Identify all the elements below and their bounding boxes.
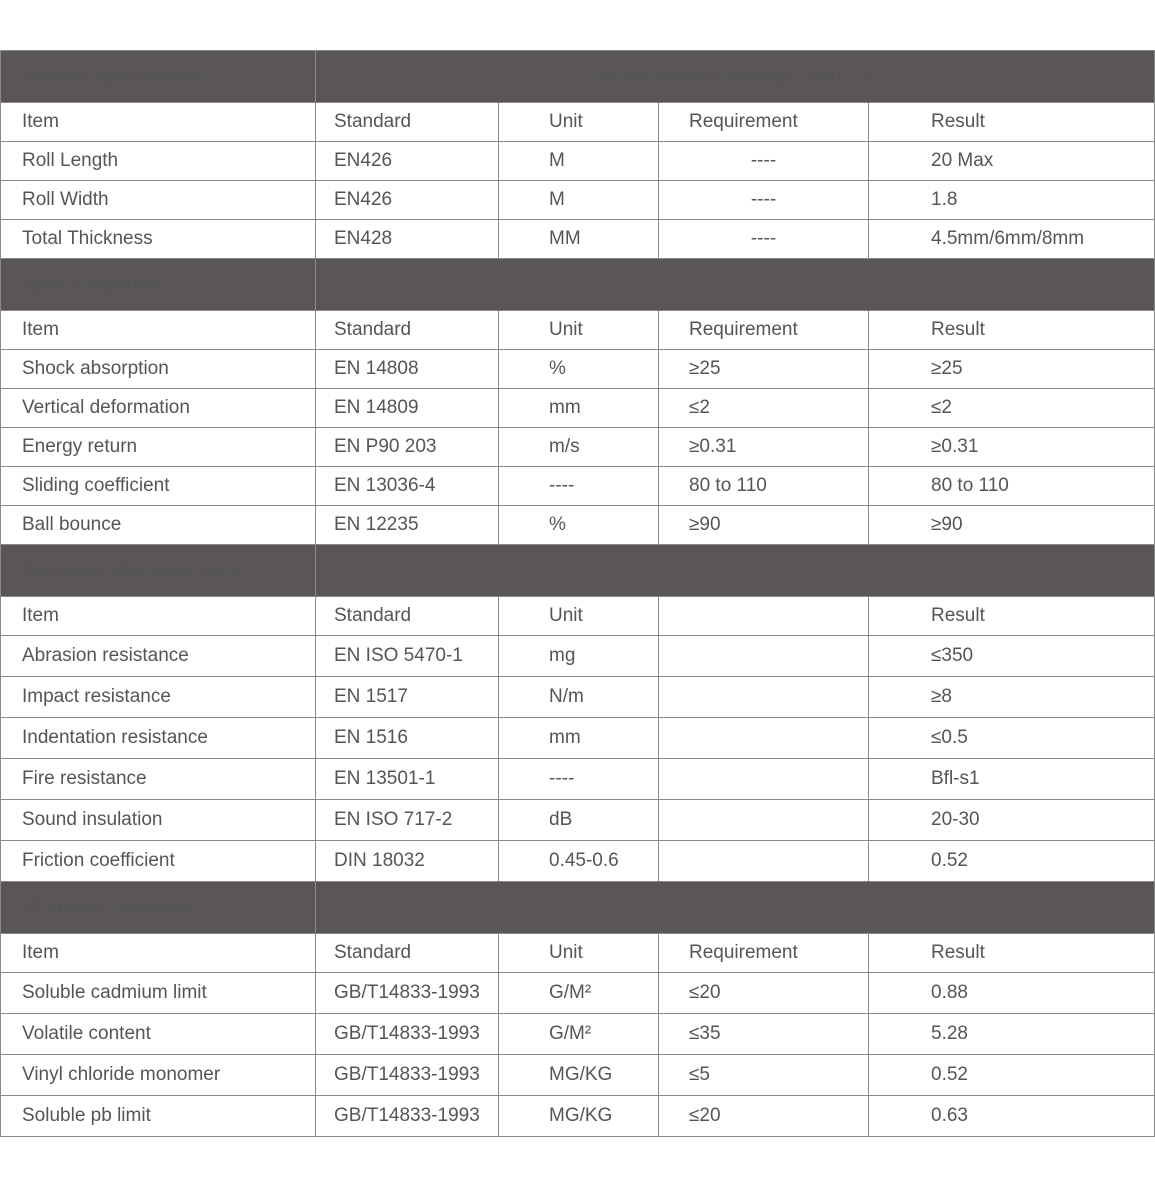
- cell-requirement: ----: [659, 181, 869, 220]
- table-row: [1, 973, 1155, 1014]
- cell-standard: EN ISO 5470-1: [316, 636, 499, 677]
- cell-standard: DIN 18032: [316, 841, 499, 882]
- cell-item: Total Thickness: [1, 220, 316, 259]
- cell-unit: M: [499, 181, 659, 220]
- table-row: [1, 506, 1155, 545]
- table-row: [1, 1014, 1155, 1055]
- table-row: [1, 677, 1155, 718]
- cell-standard: EN 13036-4: [316, 467, 499, 506]
- cell-requirement: ≥25: [659, 350, 869, 389]
- section-band-technical-characteristics: [1, 545, 1155, 597]
- header-result: Result: [869, 103, 1155, 142]
- cell-requirement: 80 to 110: [659, 467, 869, 506]
- cell-standard: EN 12235: [316, 506, 499, 545]
- cell-result: 0.88: [869, 973, 1155, 1014]
- table-row: [1, 350, 1155, 389]
- cell-requirement: ≥90: [659, 506, 869, 545]
- cell-standard: EN 14809: [316, 389, 499, 428]
- cell-item: Roll Width: [1, 181, 316, 220]
- cell-requirement: ≥0.31: [659, 428, 869, 467]
- cell-standard: GB/T14833-1993: [316, 973, 499, 1014]
- table-row: [1, 389, 1155, 428]
- table-row: [1, 841, 1155, 882]
- cell-item: Energy return: [1, 428, 316, 467]
- cell-requirement: ≤20: [659, 973, 869, 1014]
- cell-item: Soluble cadmium limit: [1, 973, 316, 1014]
- section-title: Sport Properties: [1, 259, 316, 311]
- cell-requirement: [659, 718, 869, 759]
- cell-result: ≤350: [869, 636, 1155, 677]
- cell-unit: ----: [499, 467, 659, 506]
- header-item: Item: [1, 597, 316, 636]
- cell-item: Vinyl chloride monomer: [1, 1055, 316, 1096]
- cell-standard: EN 14808: [316, 350, 499, 389]
- cell-unit: MG/KG: [499, 1055, 659, 1096]
- section-band-product-specification: [1, 51, 1155, 103]
- cell-requirement: [659, 636, 869, 677]
- cell-result: ≥0.31: [869, 428, 1155, 467]
- cell-requirement: ≤20: [659, 1096, 869, 1137]
- cell-item: Ball bounce: [1, 506, 316, 545]
- cell-standard: EN 1517: [316, 677, 499, 718]
- cell-item: Soluble pb limit: [1, 1096, 316, 1137]
- cell-unit: MG/KG: [499, 1096, 659, 1137]
- band-blank: [316, 882, 1155, 934]
- cell-requirement: ----: [659, 142, 869, 181]
- cell-result: ≤0.5: [869, 718, 1155, 759]
- cell-requirement: [659, 841, 869, 882]
- band-blank: [316, 259, 1155, 311]
- cell-standard: EN426: [316, 181, 499, 220]
- cell-standard: GB/T14833-1993: [316, 1096, 499, 1137]
- cell-result: 0.63: [869, 1096, 1155, 1137]
- cell-unit: ----: [499, 759, 659, 800]
- cell-result: ≥90: [869, 506, 1155, 545]
- cell-item: Friction coefficient: [1, 841, 316, 882]
- table-row: [1, 220, 1155, 259]
- table-row: [1, 181, 1155, 220]
- cell-unit: dB: [499, 800, 659, 841]
- header-item: Item: [1, 103, 316, 142]
- cell-unit: N/m: [499, 677, 659, 718]
- cell-item: Roll Length: [1, 142, 316, 181]
- cell-item: Abrasion resistance: [1, 636, 316, 677]
- section-title: Chemical Detection: [1, 882, 316, 934]
- header-standard: Standard: [316, 934, 499, 973]
- cell-standard: EN 13501-1: [316, 759, 499, 800]
- table-row: [1, 636, 1155, 677]
- cell-requirement: ≤35: [659, 1014, 869, 1055]
- cell-result: 20-30: [869, 800, 1155, 841]
- cell-standard: GB/T14833-1993: [316, 1014, 499, 1055]
- cell-unit: 0.45-0.6: [499, 841, 659, 882]
- table-row: [1, 718, 1155, 759]
- cell-result: ≥8: [869, 677, 1155, 718]
- cell-result: 0.52: [869, 1055, 1155, 1096]
- header-item: Item: [1, 934, 316, 973]
- cell-unit: MM: [499, 220, 659, 259]
- header-unit: Unit: [499, 934, 659, 973]
- cell-result: 80 to 110: [869, 467, 1155, 506]
- header-unit: Unit: [499, 311, 659, 350]
- section-title: Product Specification: [1, 51, 316, 103]
- cell-result: 4.5mm/6mm/8mm: [869, 220, 1155, 259]
- header-standard: Standard: [316, 311, 499, 350]
- cell-standard: EN428: [316, 220, 499, 259]
- cell-requirement: [659, 759, 869, 800]
- cell-requirement: ≤2: [659, 389, 869, 428]
- cell-standard: EN P90 203: [316, 428, 499, 467]
- cell-requirement: ≤5: [659, 1055, 869, 1096]
- table-row: [1, 759, 1155, 800]
- section-band-sport-properties: [1, 259, 1155, 311]
- cell-result: 0.52: [869, 841, 1155, 882]
- cell-standard: EN426: [316, 142, 499, 181]
- header-requirement: [659, 597, 869, 636]
- column-header-row: [1, 934, 1155, 973]
- table-row: [1, 467, 1155, 506]
- cell-item: Vertical deformation: [1, 389, 316, 428]
- cell-result: 1.8: [869, 181, 1155, 220]
- table-row: [1, 800, 1155, 841]
- cell-standard: EN ISO 717-2: [316, 800, 499, 841]
- cell-result: ≤2: [869, 389, 1155, 428]
- cell-result: 20 Max: [869, 142, 1155, 181]
- table-row: [1, 428, 1155, 467]
- header-result: Result: [869, 311, 1155, 350]
- header-standard: Standard: [316, 103, 499, 142]
- section-band-chemical-detection: [1, 882, 1155, 934]
- cell-unit: M: [499, 142, 659, 181]
- cell-result: Bfl-s1: [869, 759, 1155, 800]
- cell-unit: mg: [499, 636, 659, 677]
- spec-table: [0, 50, 1155, 1137]
- column-header-row: [1, 597, 1155, 636]
- cell-item: Fire resistance: [1, 759, 316, 800]
- cell-unit: %: [499, 350, 659, 389]
- cell-result: ≥25: [869, 350, 1155, 389]
- header-result: Result: [869, 597, 1155, 636]
- table-row: [1, 1055, 1155, 1096]
- cell-item: Volatile content: [1, 1014, 316, 1055]
- header-requirement: Requirement: [659, 934, 869, 973]
- section-title: Technical Characteristics: [1, 545, 316, 597]
- header-requirement: Requirement: [659, 311, 869, 350]
- cell-standard: GB/T14833-1993: [316, 1055, 499, 1096]
- header-standard: Standard: [316, 597, 499, 636]
- cell-item: Indentation resistance: [1, 718, 316, 759]
- column-header-row: [1, 311, 1155, 350]
- table-row: [1, 142, 1155, 181]
- cell-unit: %: [499, 506, 659, 545]
- header-unit: Unit: [499, 597, 659, 636]
- cell-unit: mm: [499, 389, 659, 428]
- product-title: Multipurpose Flooring-FOREST: [316, 51, 1155, 103]
- cell-result: 5.28: [869, 1014, 1155, 1055]
- column-header-row: [1, 103, 1155, 142]
- header-item: Item: [1, 311, 316, 350]
- band-blank: [316, 545, 1155, 597]
- cell-requirement: ----: [659, 220, 869, 259]
- cell-item: Sliding coefficient: [1, 467, 316, 506]
- cell-item: Impact resistance: [1, 677, 316, 718]
- header-requirement: Requirement: [659, 103, 869, 142]
- cell-unit: G/M²: [499, 1014, 659, 1055]
- header-result: Result: [869, 934, 1155, 973]
- cell-requirement: [659, 800, 869, 841]
- cell-unit: mm: [499, 718, 659, 759]
- cell-item: Sound insulation: [1, 800, 316, 841]
- cell-requirement: [659, 677, 869, 718]
- table-row: [1, 1096, 1155, 1137]
- cell-unit: G/M²: [499, 973, 659, 1014]
- header-unit: Unit: [499, 103, 659, 142]
- cell-unit: m/s: [499, 428, 659, 467]
- cell-standard: EN 1516: [316, 718, 499, 759]
- cell-item: Shock absorption: [1, 350, 316, 389]
